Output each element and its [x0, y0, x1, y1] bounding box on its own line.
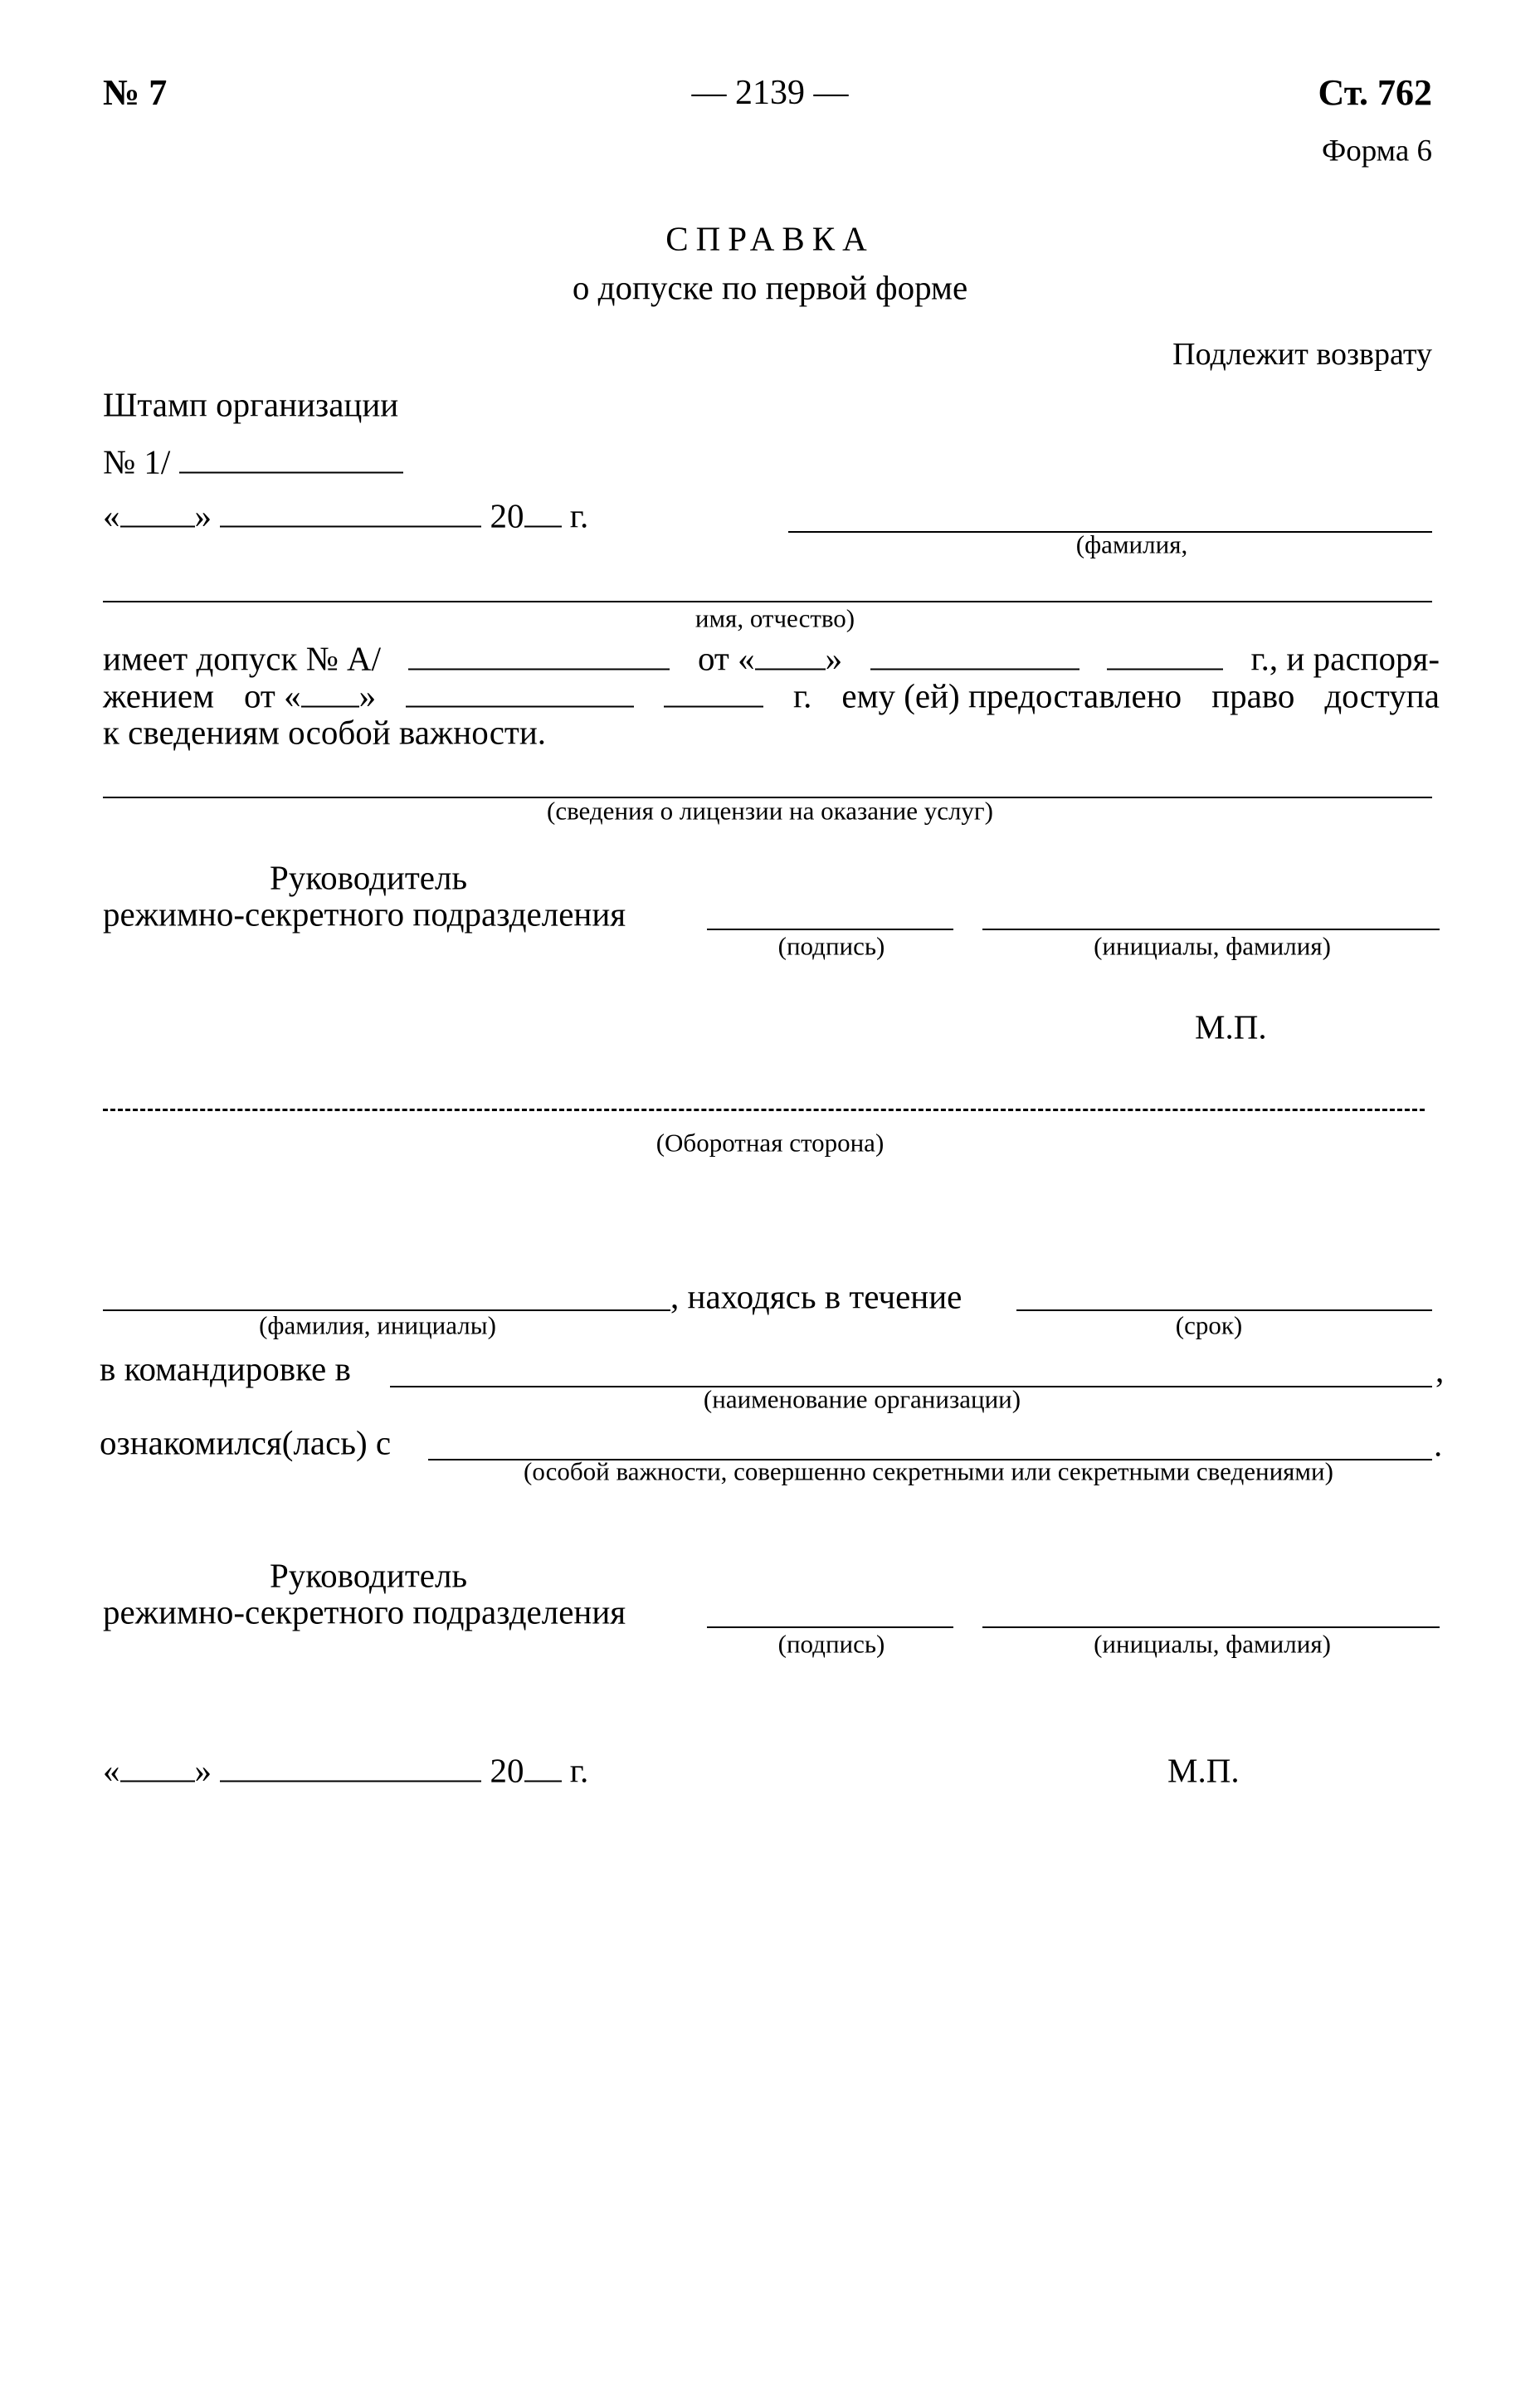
text: г., и распоря-	[1250, 639, 1440, 678]
year-suffix: г.	[569, 1751, 589, 1790]
initials-label: (инициалы, фамилия)	[1094, 1629, 1331, 1659]
date-group	[697, 639, 843, 678]
initials-label: (инициалы, фамилия)	[1094, 931, 1331, 961]
form-label: Форма 6	[1321, 134, 1432, 168]
permit-number-blank	[408, 644, 670, 670]
name-label: имя, отчество)	[694, 603, 855, 633]
quote-close: »	[194, 1751, 212, 1790]
text: доступа	[1324, 676, 1440, 715]
text: ему (ей) предоставлено	[841, 676, 1182, 715]
reverse-side-label: (Оборотная сторона)	[655, 1128, 885, 1158]
signature-line	[707, 929, 953, 930]
issue-number: № 7	[103, 72, 168, 113]
year-blank	[664, 681, 763, 708]
year-prefix: 20	[490, 1751, 524, 1790]
signer-title: Руководитель	[270, 858, 468, 897]
familiarized-text: ознакомился(лась) с	[100, 1423, 392, 1462]
stamp-label: Штамп организации	[103, 385, 399, 424]
day-blank	[120, 501, 195, 528]
day-blank	[301, 681, 359, 708]
organization-label: (наименование организации)	[703, 1384, 1021, 1414]
text: право	[1211, 676, 1295, 715]
text: »	[358, 676, 377, 715]
text: от «	[243, 676, 301, 715]
document-subtitle: о допуске по первой форме	[572, 268, 968, 307]
day-blank	[755, 644, 826, 670]
text: »	[825, 639, 843, 678]
license-label: (сведения о лицензии на оказание услуг)	[547, 796, 993, 826]
secrecy-label: (особой важности, совершенно секретными или секретными сведениями)	[524, 1456, 1333, 1486]
month-blank	[870, 644, 1079, 670]
return-note: Подлежит возврату	[1172, 337, 1432, 372]
period: .	[1434, 1425, 1443, 1464]
initials-line	[982, 1626, 1440, 1628]
year-prefix: 20	[490, 496, 524, 535]
surname-initials-label: (фамилия, инициалы)	[259, 1310, 496, 1340]
signature-line	[707, 1626, 953, 1628]
quote-open: «	[103, 1751, 120, 1790]
cut-line	[103, 1109, 1425, 1111]
signature-label: (подпись)	[777, 1629, 885, 1659]
quote-close: »	[194, 496, 212, 535]
signer-title: Руководитель	[270, 1556, 468, 1595]
year-blank	[1107, 644, 1223, 670]
date-group	[243, 676, 377, 715]
number-blank	[179, 447, 403, 474]
initials-line	[982, 929, 1440, 930]
text: имеет допуск № А/	[103, 639, 381, 678]
name-line	[103, 601, 1432, 602]
month-blank	[220, 1756, 481, 1782]
date-field	[103, 496, 589, 535]
while-during-text: , находясь в течение	[670, 1277, 962, 1316]
comma: ,	[1435, 1351, 1445, 1390]
day-blank	[120, 1756, 195, 1782]
paragraph-line-2	[103, 676, 1440, 715]
text: г.	[792, 676, 812, 715]
term-label: (срок)	[1175, 1310, 1243, 1340]
paragraph-line-3: к сведениям особой важности.	[103, 713, 547, 752]
signer-department: режимно-секретного подразделения	[103, 1592, 626, 1631]
text: от «	[697, 639, 755, 678]
document-title: СПРАВКА	[665, 219, 875, 258]
year-blank	[524, 501, 562, 528]
seal-mark: М.П.	[1195, 1007, 1267, 1046]
number-prefix: № 1/	[103, 442, 171, 481]
surname-label: (фамилия,	[1075, 529, 1188, 559]
page-number: — 2139 —	[691, 74, 849, 112]
date-field-bottom	[103, 1751, 589, 1790]
year-blank	[524, 1756, 562, 1782]
paragraph-line-1	[103, 639, 1440, 678]
month-blank	[406, 681, 634, 708]
month-blank	[220, 501, 481, 528]
text: жением	[103, 676, 215, 715]
article-number: Ст. 762	[1318, 72, 1432, 113]
number-field	[103, 442, 403, 481]
year-suffix: г.	[569, 496, 589, 535]
signature-label: (подпись)	[777, 931, 885, 961]
seal-mark: М.П.	[1167, 1751, 1240, 1790]
quote-open: «	[103, 496, 120, 535]
signer-department: режимно-секретного подразделения	[103, 895, 626, 934]
on-trip-text: в командировке в	[100, 1349, 351, 1388]
